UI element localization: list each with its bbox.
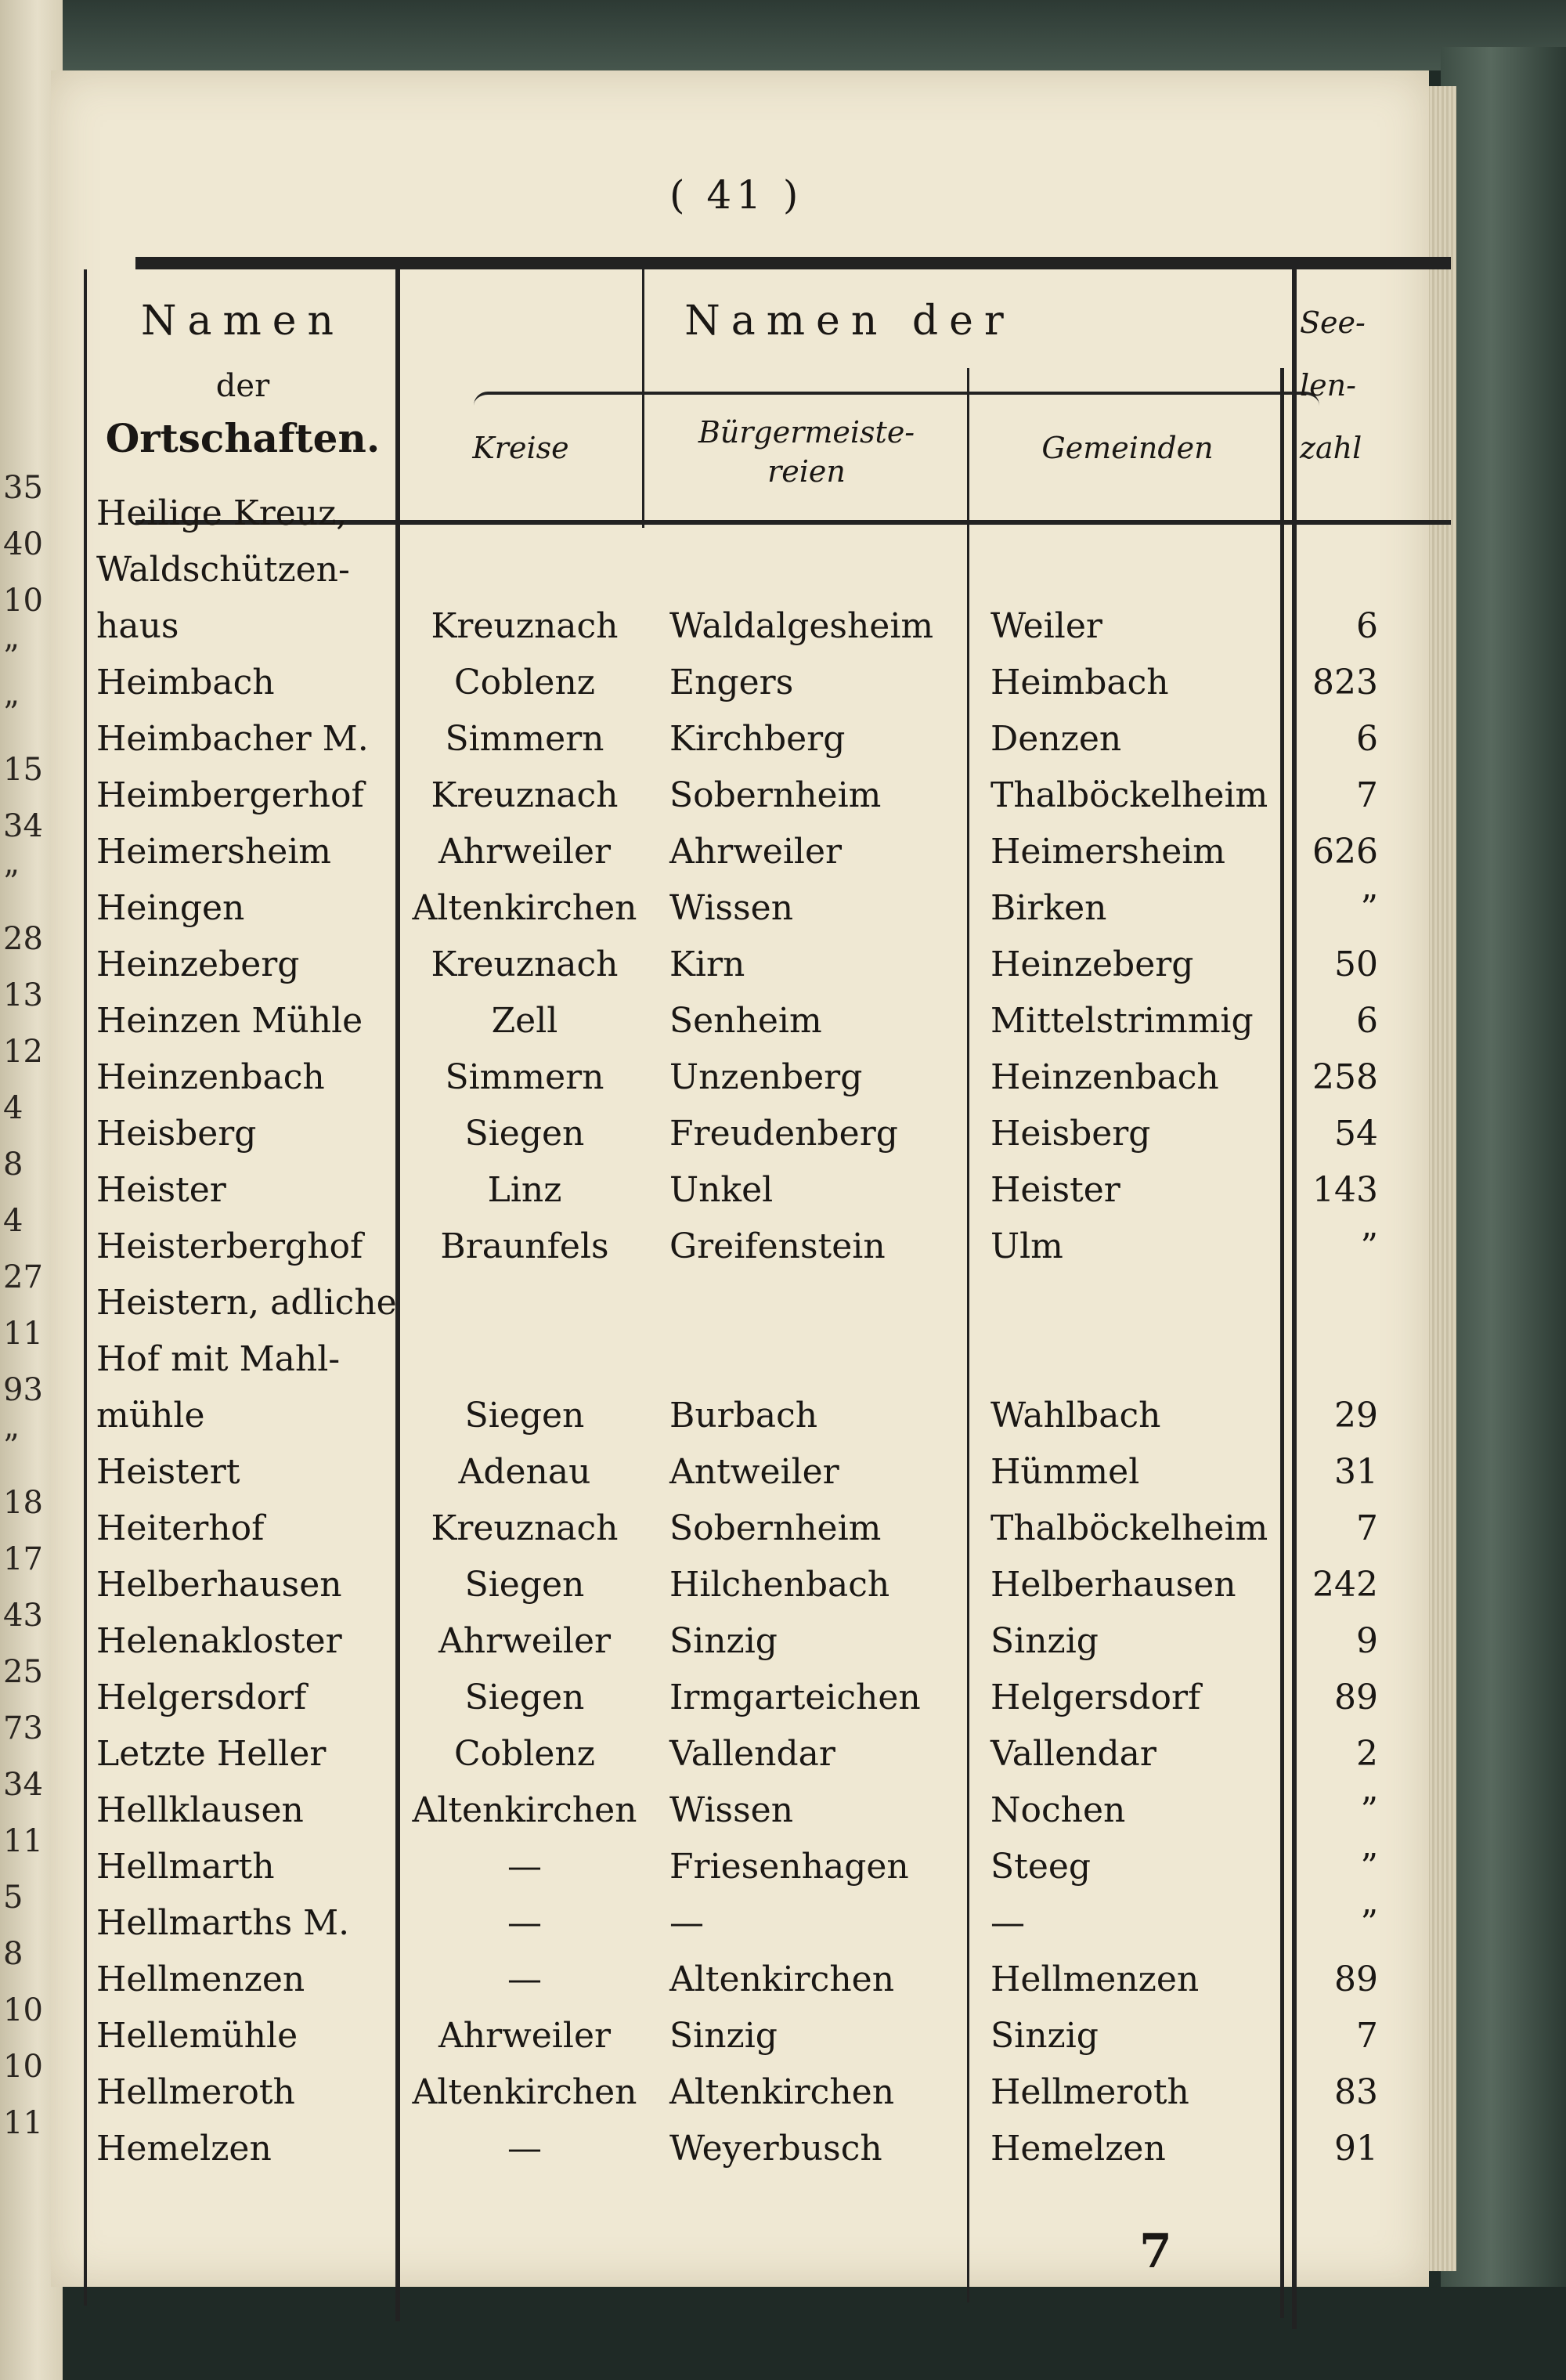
buergermeisterei-cell: Greifenstein	[669, 1226, 886, 1266]
gemeinde-cell: Helgersdorf	[990, 1678, 1201, 1717]
margin-number: 25	[3, 1654, 43, 1690]
seelenzahl-cell: 54	[1334, 1114, 1378, 1154]
seelenzahl-cell: 29	[1334, 1396, 1378, 1436]
seelenzahl-cell: 6	[1356, 719, 1378, 759]
seelenzahl-cell: 89	[1334, 1959, 1378, 1999]
buergermeisterei-cell: Wissen	[669, 1790, 794, 1830]
book-page	[51, 70, 1429, 2287]
table-row	[51, 888, 1460, 944]
place-name: Hof mit Mahl-	[96, 1339, 341, 1379]
seelenzahl-cell: 143	[1312, 1170, 1378, 1210]
margin-number: 11	[3, 2105, 43, 2141]
margin-number: 40	[3, 526, 43, 562]
kreis-cell: Adenau	[458, 1452, 591, 1492]
gemeinde-cell: Hümmel	[990, 1452, 1140, 1492]
seelenzahl-cell: 7	[1356, 775, 1378, 815]
table-row	[51, 1339, 1460, 1396]
place-name: Hemelzen	[96, 2129, 272, 2169]
table-row	[51, 1621, 1460, 1678]
kreis-cell: Altenkirchen	[412, 888, 637, 928]
kreis-cell: Kreuznach	[431, 944, 619, 984]
place-name: Heimbach	[96, 663, 275, 702]
buergermeisterei-cell: Friesenhagen	[669, 1847, 909, 1887]
kreis-cell: —	[507, 1959, 542, 1999]
signature-mark: 7	[1139, 2224, 1172, 2279]
margin-number: 4	[3, 1203, 23, 1239]
place-name: Heistert	[96, 1452, 240, 1492]
seelenzahl-cell: 9	[1356, 1621, 1378, 1661]
header-seelenzahl-2: len-	[1300, 368, 1356, 403]
kreis-cell: Siegen	[464, 1396, 585, 1436]
table-row	[51, 775, 1460, 832]
margin-number: ”	[3, 865, 20, 901]
header-buergermeistereien-1: Bürgermeiste-	[698, 415, 915, 450]
table-row	[51, 663, 1460, 719]
place-name: Heinzeberg	[96, 944, 300, 984]
table-row	[51, 719, 1460, 775]
place-name: Heisterberghof	[96, 1226, 363, 1266]
table-row	[51, 832, 1460, 888]
place-name: Heisberg	[96, 1114, 257, 1154]
gemeinde-cell: Hellmeroth	[990, 2072, 1189, 2112]
gemeinde-cell: Ulm	[990, 1226, 1063, 1266]
table-row	[51, 1114, 1460, 1170]
place-name: Hellmeroth	[96, 2072, 295, 2112]
kreis-cell: Simmern	[445, 719, 604, 759]
kreis-cell: —	[507, 2129, 542, 2169]
table-row	[51, 944, 1460, 1001]
table-row	[51, 1001, 1460, 1057]
table-row	[51, 1283, 1460, 1339]
seelenzahl-cell: 2	[1356, 1734, 1378, 1774]
gemeinde-cell: Heinzenbach	[990, 1057, 1219, 1097]
buergermeisterei-cell: Kirn	[669, 944, 745, 984]
buergermeisterei-cell: Irmgarteichen	[669, 1678, 921, 1717]
buergermeisterei-cell: Sobernheim	[669, 1508, 882, 1548]
margin-number: ”	[3, 1428, 20, 1464]
kreis-cell: Linz	[487, 1170, 562, 1210]
seelenzahl-cell: 242	[1312, 1565, 1378, 1605]
header-der: der	[215, 368, 270, 404]
buergermeisterei-cell: Sobernheim	[669, 775, 882, 815]
kreis-cell: Altenkirchen	[412, 2072, 637, 2112]
table-row	[51, 1959, 1460, 2016]
buergermeisterei-cell: Vallendar	[669, 1734, 835, 1774]
buergermeisterei-cell: Hilchenbach	[669, 1565, 890, 1605]
table-row	[51, 1734, 1460, 1790]
gemeinde-cell: —	[990, 1903, 1025, 1943]
table-row	[51, 1226, 1460, 1283]
gemeinde-cell: Heimbach	[990, 663, 1169, 702]
place-name: Heister	[96, 1170, 226, 1210]
kreis-cell: Kreuznach	[431, 606, 619, 646]
place-name: Heilige Kreuz,	[96, 493, 348, 533]
gemeinde-cell: Hellmenzen	[990, 1959, 1200, 1999]
seelenzahl-cell: 91	[1334, 2129, 1378, 2169]
place-name: mühle	[96, 1396, 205, 1436]
seelenzahl-cell: 83	[1334, 2072, 1378, 2112]
buergermeisterei-cell: Waldalgesheim	[669, 606, 934, 646]
margin-number: 8	[3, 1147, 23, 1183]
kreis-cell: Ahrweiler	[438, 1621, 612, 1661]
buergermeisterei-cell: Freudenberg	[669, 1114, 898, 1154]
kreis-cell: Siegen	[464, 1114, 585, 1154]
gemeinde-cell: Denzen	[990, 719, 1122, 759]
table-row	[51, 2016, 1460, 2072]
table-row	[51, 1057, 1460, 1114]
page-number: ( 41 )	[669, 172, 803, 218]
seelenzahl-cell: 6	[1356, 1001, 1378, 1041]
seelenzahl-cell: 626	[1312, 832, 1378, 872]
margin-number: 8	[3, 1936, 23, 1972]
margin-number: 35	[3, 470, 43, 506]
header-seelenzahl-3: zahl	[1300, 431, 1362, 465]
gemeinde-cell: Thalböckelheim	[990, 775, 1268, 815]
margin-number: 11	[3, 1316, 43, 1352]
margin-number: 28	[3, 921, 43, 957]
seelenzahl-cell: 6	[1356, 606, 1378, 646]
margin-number: 34	[3, 808, 43, 844]
table-row	[51, 1847, 1460, 1903]
gemeinde-cell: Heinzeberg	[990, 944, 1194, 984]
seelenzahl-cell: 7	[1356, 1508, 1378, 1548]
buergermeisterei-cell: Senheim	[669, 1001, 822, 1041]
header-ortschaften: Ortschaften.	[105, 415, 381, 461]
header-kreise: Kreise	[472, 431, 569, 465]
buergermeisterei-cell: Burbach	[669, 1396, 818, 1436]
place-name: Heimersheim	[96, 832, 332, 872]
kreis-cell: Altenkirchen	[412, 1790, 637, 1830]
margin-number: 93	[3, 1372, 43, 1408]
buergermeisterei-cell: Ahrweiler	[669, 832, 843, 872]
table-row	[51, 1508, 1460, 1565]
gemeinde-cell: Sinzig	[990, 2016, 1099, 2056]
table-row	[51, 2129, 1460, 2185]
place-name: Hellmarth	[96, 1847, 275, 1887]
gemeinde-cell: Steeg	[990, 1847, 1092, 1887]
gemeinde-cell: Vallendar	[990, 1734, 1156, 1774]
buergermeisterei-cell: Unkel	[669, 1170, 774, 1210]
kreis-cell: Kreuznach	[431, 775, 619, 815]
table-row	[51, 1396, 1460, 1452]
header-gemeinden: Gemeinden	[1041, 431, 1214, 465]
place-name: Heinzenbach	[96, 1057, 325, 1097]
buergermeisterei-cell: Unzenberg	[669, 1057, 863, 1097]
kreis-cell: Zell	[491, 1001, 558, 1041]
margin-number: 15	[3, 752, 43, 788]
seelenzahl-cell: ”	[1360, 1903, 1378, 1943]
kreis-cell: Ahrweiler	[438, 2016, 612, 2056]
gemeinde-cell: Thalböckelheim	[990, 1508, 1268, 1548]
place-name: Heiterhof	[96, 1508, 265, 1548]
kreis-cell: —	[507, 1847, 542, 1887]
gemeinde-cell: Mittelstrimmig	[990, 1001, 1254, 1041]
seelenzahl-cell: ”	[1360, 1226, 1378, 1266]
kreis-cell: Siegen	[464, 1678, 585, 1717]
table-row	[51, 550, 1460, 606]
table-row	[51, 493, 1460, 550]
place-name: Heimbacher M.	[96, 719, 369, 759]
kreis-cell: Ahrweiler	[438, 832, 612, 872]
book-spine-top	[0, 0, 1566, 70]
margin-number: 10	[3, 1992, 43, 2028]
buergermeisterei-cell: Wissen	[669, 888, 794, 928]
kreis-cell: Simmern	[445, 1057, 604, 1097]
place-name: Hellmenzen	[96, 1959, 305, 1999]
top-rule	[135, 257, 1451, 269]
gemeinde-cell: Helberhausen	[990, 1565, 1236, 1605]
buergermeisterei-cell: Engers	[669, 663, 794, 702]
place-name: haus	[96, 606, 179, 646]
kreis-cell: Coblenz	[454, 1734, 595, 1774]
margin-number: 13	[3, 977, 43, 1013]
header-buergermeistereien-2: reien	[767, 454, 846, 489]
table-row	[51, 2072, 1460, 2129]
kreis-cell: Kreuznach	[431, 1508, 619, 1548]
seelenzahl-cell: 89	[1334, 1678, 1378, 1717]
gemeinde-cell: Heisberg	[990, 1114, 1151, 1154]
seelenzahl-cell: 50	[1334, 944, 1378, 984]
gemeinde-cell: Heister	[990, 1170, 1120, 1210]
header-namen: Namen	[140, 298, 345, 345]
buergermeisterei-cell: Kirchberg	[669, 719, 846, 759]
place-name: Helberhausen	[96, 1565, 342, 1605]
buergermeisterei-cell: Weyerbusch	[669, 2129, 882, 2169]
kreis-cell: Braunfels	[440, 1226, 609, 1266]
margin-number: 18	[3, 1485, 43, 1521]
buergermeisterei-cell: —	[669, 1903, 704, 1943]
gemeinde-cell: Heimersheim	[990, 832, 1226, 872]
seelenzahl-cell: 823	[1312, 663, 1378, 702]
place-name: Heingen	[96, 888, 245, 928]
margin-number: 27	[3, 1259, 43, 1295]
place-name: Heistern, adliche	[96, 1283, 397, 1323]
place-name: Waldschützen-	[96, 550, 350, 590]
place-name: Hellklausen	[96, 1790, 304, 1830]
table-row	[51, 606, 1460, 663]
buergermeisterei-cell: Sinzig	[669, 2016, 778, 2056]
buergermeisterei-cell: Sinzig	[669, 1621, 778, 1661]
kreis-cell: —	[507, 1903, 542, 1943]
header-seelenzahl-1: See-	[1300, 305, 1366, 340]
gemeinde-cell: Birken	[990, 888, 1107, 928]
margin-number: 5	[3, 1880, 23, 1916]
margin-number: 10	[3, 2049, 43, 2085]
buergermeisterei-cell: Altenkirchen	[669, 2072, 895, 2112]
seelenzahl-cell: ”	[1360, 1790, 1378, 1830]
gemeinde-cell: Weiler	[990, 606, 1102, 646]
margin-number: 34	[3, 1767, 43, 1803]
buergermeisterei-cell: Antweiler	[669, 1452, 839, 1492]
place-name: Heinzen Mühle	[96, 1001, 363, 1041]
place-name: Hellemühle	[96, 2016, 298, 2056]
kreis-cell: Siegen	[464, 1565, 585, 1605]
margin-number: 10	[3, 583, 43, 619]
margin-number: ”	[3, 695, 20, 731]
margin-number: 17	[3, 1541, 43, 1577]
buergermeisterei-cell: Altenkirchen	[669, 1959, 895, 1999]
table-row	[51, 1452, 1460, 1508]
table-row	[51, 1565, 1460, 1621]
table-row	[51, 1678, 1460, 1734]
margin-number: 4	[3, 1090, 23, 1126]
seelenzahl-cell: ”	[1360, 1847, 1378, 1887]
seelenzahl-cell: 258	[1312, 1057, 1378, 1097]
gemeinde-cell: Hemelzen	[990, 2129, 1166, 2169]
header-brace	[474, 392, 1319, 406]
gemeinde-cell: Sinzig	[990, 1621, 1099, 1661]
place-name: Hellmarths M.	[96, 1903, 350, 1943]
margin-number: 11	[3, 1823, 43, 1859]
table-row	[51, 1790, 1460, 1847]
kreis-cell: Coblenz	[454, 663, 595, 702]
place-name: Heimbergerhof	[96, 775, 364, 815]
gemeinde-cell: Nochen	[990, 1790, 1126, 1830]
table-row	[51, 1170, 1460, 1226]
place-name: Letzte Heller	[96, 1734, 327, 1774]
seelenzahl-cell: ”	[1360, 888, 1378, 928]
place-name: Helgersdorf	[96, 1678, 307, 1717]
seelenzahl-cell: 31	[1334, 1452, 1378, 1492]
margin-number: 12	[3, 1034, 43, 1070]
margin-number: 43	[3, 1598, 43, 1634]
header-group-label: Namen der	[684, 298, 1015, 345]
margin-number: 73	[3, 1710, 43, 1746]
gemeinde-cell: Wahlbach	[990, 1396, 1161, 1436]
table-row	[51, 1903, 1460, 1959]
seelenzahl-cell: 7	[1356, 2016, 1378, 2056]
margin-number: ”	[3, 639, 20, 675]
place-name: Helenakloster	[96, 1621, 342, 1661]
